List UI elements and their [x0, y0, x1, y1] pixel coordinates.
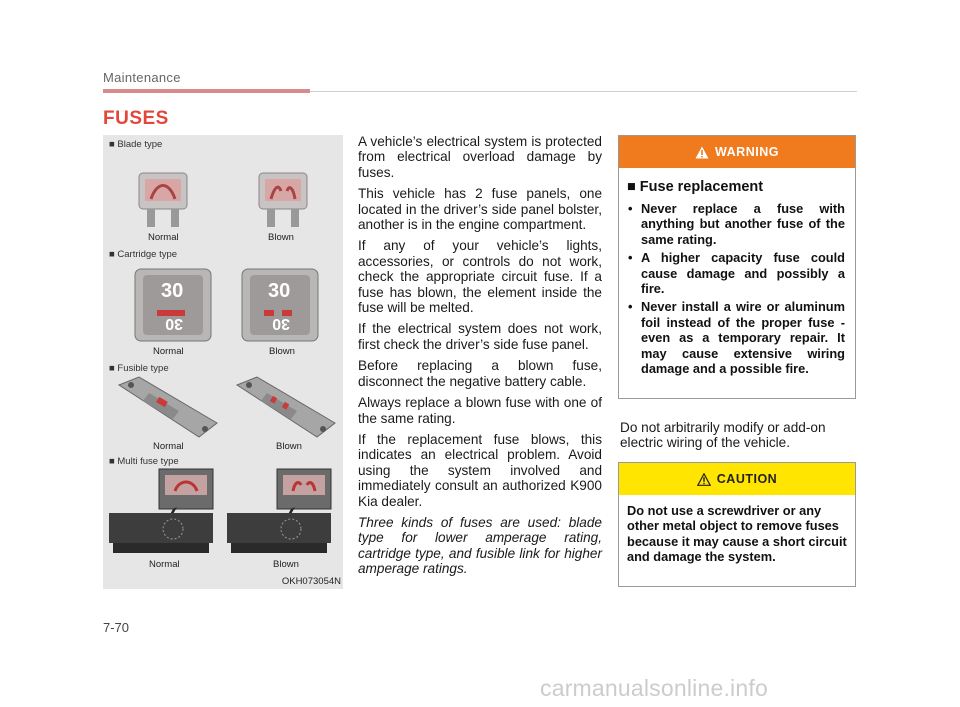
fuse-category-label: ■ Blade type	[109, 139, 163, 150]
header-accent-rule	[103, 89, 310, 93]
body-paragraph: If the electrical system does not work, first check the driver’s side fuse panel.	[358, 321, 602, 352]
body-paragraph: Before replacing a blown fuse, disconnect the negative battery cable.	[358, 358, 602, 389]
fuse-category-label: ■ Fusible type	[109, 363, 169, 374]
warning-item: • A higher capacity fuse could cause damage and possibly a fire.	[627, 250, 845, 296]
caution-title: CAUTION	[716, 472, 778, 486]
blown-caption: Blown	[273, 559, 299, 570]
warning-triangle-icon	[695, 146, 709, 159]
warning-title: WARNING	[715, 145, 779, 159]
fusible-link-blown-image	[231, 371, 341, 443]
cartridge-fuse-blown-image	[240, 267, 320, 343]
body-paragraph: Always replace a blown fuse with one of the same rating.	[358, 395, 602, 426]
header-rule	[310, 91, 857, 92]
svg-text:30: 30	[165, 315, 183, 332]
blown-caption: Blown	[276, 441, 302, 452]
warning-subtitle: ■ Fuse replacement	[627, 179, 764, 195]
multi-fuse-blown-image	[225, 467, 335, 557]
body-italic-note: Three kinds of fuses are used: blade type for lower amperage rating, cartridge type, and fusible link for higher amperage ratings.	[358, 514, 602, 577]
figure-code: OKH073054N	[281, 576, 341, 587]
blown-caption: Blown	[268, 232, 294, 243]
normal-caption: Normal	[148, 232, 179, 243]
blade-fuse-blown-image	[253, 171, 313, 231]
fuse-types-figure	[103, 135, 343, 589]
svg-text:30: 30	[268, 280, 291, 302]
svg-text:30: 30	[161, 280, 184, 302]
caution-header	[619, 463, 855, 495]
warning-box	[618, 135, 856, 399]
body-paragraph: If any of your vehicle’s lights, accessories, or controls do not work, check the appropriate circuit fuse. If a fuse has blown, the element inside the fuse will be melted.	[358, 238, 602, 316]
normal-caption: Normal	[153, 441, 184, 452]
blade-fuse-normal-image	[133, 171, 193, 231]
fusible-link-normal-image	[113, 371, 223, 443]
svg-text:30: 30	[272, 315, 290, 332]
caution-triangle-icon	[697, 473, 711, 486]
caution-text: Do not use a screwdriver or any other metal object to remove fuses because it may cause a short circuit and damage the system.	[627, 503, 847, 565]
caution-box	[618, 462, 856, 587]
warning-item: • Never install a wire or aluminum foil instead of the proper fuse - even as a temporary repair. It may cause extensive wiring damage and a possible fire.	[627, 299, 845, 376]
normal-caption: Normal	[149, 559, 180, 570]
wiring-note: Do not arbitrarily modify or add-on electric wiring of the vehicle.	[620, 420, 826, 451]
section-title: Maintenance	[103, 70, 181, 85]
body-text	[358, 134, 602, 583]
body-paragraph: If the replacement fuse blows, this indicates an electrical problem. Avoid using the system involved and immediately consult an authorized K900 Kia dealer.	[358, 431, 602, 509]
multi-fuse-normal-image	[107, 467, 217, 557]
body-paragraph: A vehicle’s electrical system is protected from electrical overload damage by fuses.	[358, 134, 602, 180]
cartridge-fuse-normal-image	[133, 267, 213, 343]
body-paragraph: This vehicle has 2 fuse panels, one located in the driver’s side panel bolster, another is in the engine compartment.	[358, 186, 602, 233]
page-number: 7-70	[103, 620, 130, 635]
warning-item: • Never replace a fuse with anything but another fuse of the same rating.	[627, 201, 845, 247]
normal-caption: Normal	[153, 346, 184, 357]
blown-caption: Blown	[269, 346, 295, 357]
warning-header	[619, 136, 855, 168]
warning-list	[619, 201, 855, 376]
page-heading: FUSES	[103, 108, 169, 129]
fuse-category-label: ■ Multi fuse type	[109, 456, 179, 467]
fuse-category-label: ■ Cartridge type	[109, 249, 178, 260]
watermark: carmanualsonline.info	[540, 675, 768, 701]
